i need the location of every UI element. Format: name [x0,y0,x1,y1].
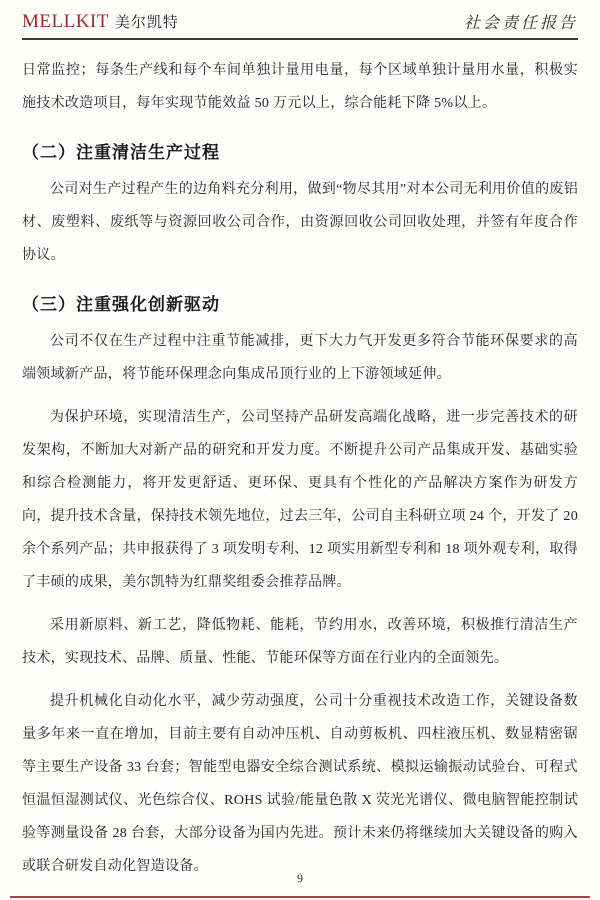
report-title: 社会责任报告 [463,15,578,32]
section-3-paragraph-2: 为保护环境，实现清洁生产，公司坚持产品研发高端化战略，进一步完善技术的研发架构，不断加大对新产品的研究和开发力度。不断提升公司产品集成开发、基础实验和综合检测能力，将开发更舒适、更环保、更具有个性化的产品解决方案作为研发方向，提升技术含量，保持技术领先地位，过去三年，公司自主科研立项 24 个，开发了 20 余个系列产品；共申报获得了 3 项发明专利、12 项实用新型专利和 18 项外观专利，取得了丰硕的成果，美尔凯特为红鼎奖组委会推荐品牌。 [22,410,578,590]
section-heading-3: （三）注重强化创新驱动 [22,295,220,314]
footer-rule [10,896,590,898]
brand-logo [22,11,179,33]
section-3-paragraph-4: 提升机械化自动化水平，减少劳动强度，公司十分重视技术改造工作，关键设备数量多年来一直在增加，目前主要有自动冲压机、自动剪板机、四柱液压机、数显精密锯等主要生产设备 33 台套；智能型电器安全综合测试系统、模拟运输振动试验台、可程式恒温恒湿测试仪、光色综合仪、ROHS 试验/能量色散 X 荧光光谱仪、微电脑智能控制试验等测量设备 28 台套，大部分设备为国内先进。预计未来仍将继续加大关键设备的购入或联合研发自动化智造设备。 [22,694,578,874]
brand-name-cn: 美尔凯特 [114,15,179,31]
section-3-paragraph-3: 采用新原料、新工艺，降低物耗、能耗，节约用水，改善环境，积极推行清洁生产技术，实现技术、品牌、质量、性能、节能环保等方面在行业内的全面领先。 [22,618,578,666]
page-header [22,10,578,40]
document-content [22,54,578,883]
page-number: 9 [297,871,303,885]
section-2-paragraph-1: 公司对生产过程产生的边角料充分利用，做到“物尽其用”对本公司无利用价值的废铝材、废塑料、废纸等与资源回收公司合作，由资源回收公司回收处理，并签有年度合作协议。 [22,182,578,263]
brand-name-en: MELLKIT [22,11,109,32]
section-3-paragraph-1: 公司不仅在生产过程中注重节能减排，更下大力气开发更多符合节能环保要求的高端领域新产品，将节能环保理念向集成吊顶行业的上下游领域延伸。 [22,334,578,382]
intro-paragraph: 日常监控；每条生产线和每个车间单独计量用电量，每个区域单独计量用水量，积极实施技术改造项目，每年实现节能效益 50 万元以上，综合能耗下降 5%以上。 [22,63,578,111]
section-heading-2: （二）注重清洁生产过程 [22,143,220,162]
